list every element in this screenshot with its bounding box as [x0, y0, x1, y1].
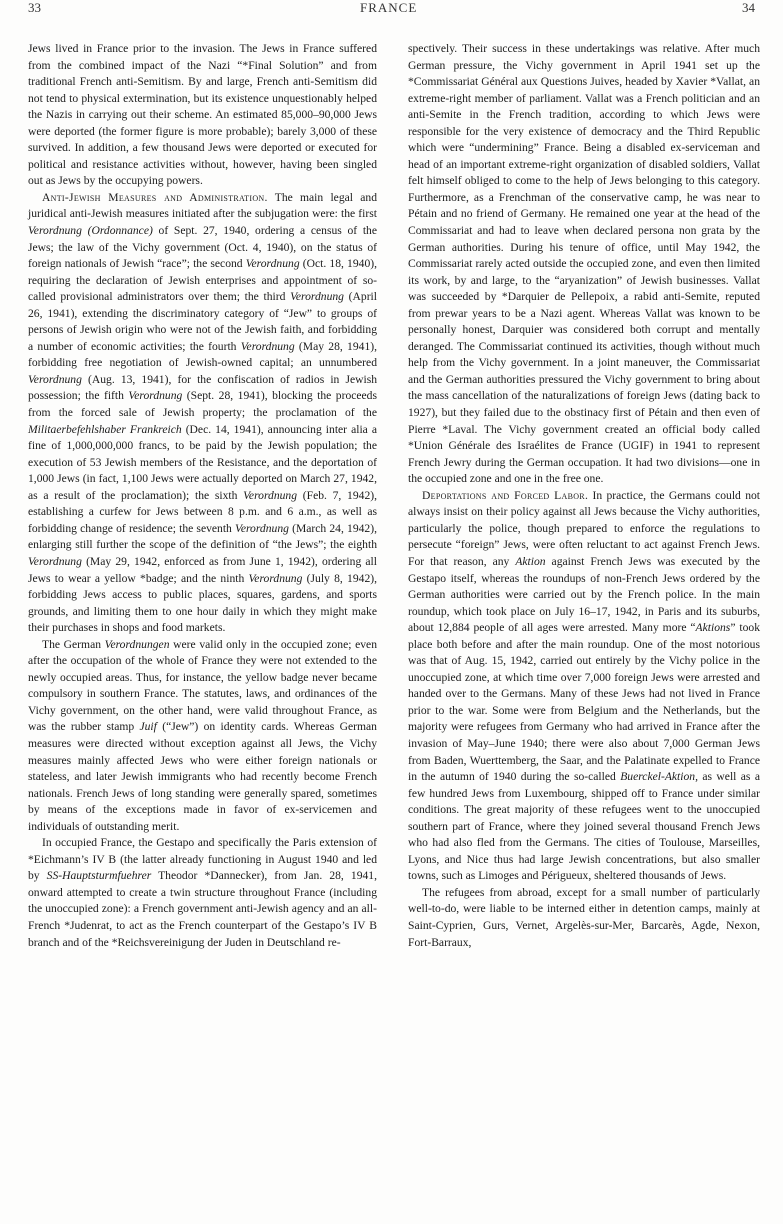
right-column [408, 41, 760, 951]
page-number-left: 33 [28, 0, 41, 15]
paragraph-occupied-france: In occupied France, the Gestapo and specifically the Paris extension of *Eichmann’s IV B (the latter already functioning in August 1940 and led by SS-Hauptsturmfuehrer Theodor *Dannecker), from Jan. 28, 1941, onward attempted to create a twin structure throughout France (including the unoccupied zone): a French government anti-Jewish agency and an all-French *Judenrat, to act as the French counterpart of the Gestapo’s IV B branch and of the *Reichsvereinigung der Juden in Deutschland re- [28, 836, 377, 949]
paragraph-deportations: Deportations and Forced Labor. In practice, the Germans could not always insist on their policy against all Jews because the Vichy authorities, particularly the police, though prepared to enforce the regulations to persecute “foreign” Jews, were often reluctant to act against French Jews. For that reason, any Aktion against French Jews was executed by the Gestapo itself, whereas the roundups of non-French Jews ordered by the German authorities were carried out by the French police. In the main roundup, which took place on July 16–17, 1942, in Paris and its suburbs, about 12,884 people of all ages were arrested. Many more “Aktions” took place both before and after the main roundup. One of the most notorious was that of Aug. 15, 1942, carried out entirely by the Vichy police in the unoccupied zone, at which time over 7,000 foreign Jews were arrested and handed over to the Germans. Many of these Jews had not lived in France prior to the war. Some were from Belgium and the Netherlands, but the majority were refugees from Germany who had arrived in France after the invasion of May–June 1940; there were also about 7,000 German Jews from Baden, Wuerttemberg, the Saar, and the Palatinate expelled to France in the autumn of 1940 during the so-called Buerckel-Aktion, as well as a few hundred Jews from Luxembourg, shipped off to France under similar conditions. The great majority of these refugees went to the unoccupied southern part of France, where they joined several thousand French Jews who had also fled from the Germans. The cities of Toulouse, Marseilles, Lyons, and Nice thus had large Jewish concentrations, but also smaller towns, such as Limoges and Périgueux, sheltered thousands of Jews. [408, 488, 761, 883]
left-column [28, 41, 377, 951]
page-number-right: 34 [742, 0, 755, 15]
paragraph-intro: Jews lived in France prior to the invasion. The Jews in France suffered from the combined impact of the Nazi “*Final Solution” and from traditional French anti-Semitism. By and large, French anti-Semitism did not tend to physical extermination, but its existence unquestionably helped the Nazis in carrying out their scheme. An estimated 85,000–90,000 Jews were deported (the former figure is more probable); barely 3,000 of these survived. In addition, a few thousand Jews were deported or executed for political and resistance activities without, however, having been singled out as Jews by the occupying powers. [28, 42, 377, 188]
running-head: FRANCE [360, 0, 418, 15]
paragraph-commissariat: spectively. Their success in these undertakings was relative. After much German pressure, the Vichy government in April 1941 set up the *Commissariat Général aux Questions Juives, headed by Xavier *Vallat, an extreme-right member of parliament. Vallat was a French politician and an anti-Semite in the French tradition, according to which Jews were responsible for the very existence of democracy and the Third Republic which were “undermining” France. Being a disabled ex-serviceman and head of an important extreme-right organization of disabled soldiers, Vallat felt himself obliged to come to the help of Jews belonging to this category. Furthermore, as a Frenchman of the conservative camp, he was near to Pétain and no friend of Germany. He remained one year at the head of the Commissariat and had to leave when declared persona non grata by the German authorities. During his tenure of office, until May 1942, the Commissariat rarely acted outside the occupied zone, and even then limited its work, by and large, to the “aryanization” of Jewish businesses. Vallat was succeeded by *Darquier de Pellepoix, a rabid anti-Semite, reputed from prewar years to be a Nazi agent. Whereas Vallat was known to be personally honest, Darquier was considered both corrupt and mentally deranged. The Commissariat continued its activities, though without much help from the Vichy government. In a joint maneuver, the Commissariat and the German authorities pressured the Vichy government to bring about the mass cancellation of the naturalizations of foreign Jews (dating back to 1927), but they failed due to the obstinacy first of Pétain and then even of Pierre *Laval. The Vichy government created an official body called *Union Générale des Israélites de France (UGIF) in 1941 to represent French Jewry during the German occupation. It had two divisions—one in the occupied zone and one in the free one. [408, 42, 760, 486]
paragraph-refugees: The refugees from abroad, except for a small number of particularly well-to-do, were liable to be interned either in detention camps, mainly at Saint-Cyprien, Gurs, Vernet, Argelès-sur-Mer, Barcarès, Agde, Nexon, Fort-Barraux, [408, 885, 760, 949]
section-heading-deportations: Deportations and Forced Labor. [422, 488, 589, 502]
paragraph-german-verordnungen: The German Verordnungen were valid only in the occupied zone; even after the occupation of the whole of France they were not extended to the newly occupied areas. Thus, for instance, the yellow badge never became compulsory in southern France. The statutes, laws, and ordinances of the Vichy government, on the other hand, were valid throughout France, as was the rubber stamp Juif (“Jew”) on identity cards. Whereas German measures were directed without exception against all Jews, the Vichy measures mainly affected Jews who were either foreign nationals or stateless, and later Jewish immigrants who had recently become French nationals. French Jews of long standing were generally spared, sometimes by means of the exceptions made in favor of ex-servicemen and individuals of outstanding merit. [28, 637, 377, 833]
page-header [0, 0, 783, 18]
section-heading-anti-jewish-measures: Anti-Jewish Measures and Administration. [42, 190, 268, 204]
paragraph-anti-jewish-measures: Anti-Jewish Measures and Administration. The main legal and juridical anti-Jewish measures initiated after the subjugation were: the first Verordnung (Ordonnance) of Sept. 27, 1940, ordering a census of the Jews; the law of the Vichy government (Oct. 4, 1940), on the status of foreign nationals of Jewish “race”; the second Verordnung (Oct. 18, 1940), requiring the declaration of Jewish enterprises and appointment of so-called provisional administrators over them; the third Verordnung (April 26, 1941), extending the discriminatory category of “Jew” to groups of persons of Jewish origin who were not of the Jewish faith, and forbidding a number of economic activities; the fourth Verordnung (May 28, 1941), forbidding free negotiation of Jewish-owned capital; an unnumbered Verordnung (Aug. 13, 1941), for the confiscation of radios in Jewish possession; the fifth Verordnung (Sept. 28, 1941), blocking the proceeds from the forced sale of Jewish property; the proclamation of the Militaerbefehlshaber Frankreich (Dec. 14, 1941), announcing inter alia a fine of 1,000,000,000 francs, to be paid by the Jewish population; the execution of 53 Jewish members of the Resistance, and the deportation of 1,000 Jews (in fact, 1,100 Jews were actually deported on March 27, 1942, as a result of the proclamation); the sixth Verordnung (Feb. 7, 1942), establishing a curfew for Jews between 8 p.m. and 6 a.m., as well as forbidding change of residence; the seventh Verordnung (March 24, 1942), enlarging still further the scope of the definition of “the Jews”; the eighth Verordnung (May 29, 1942, enforced as from June 1, 1942), ordering all Jews to wear a yellow *badge; and the ninth Verordnung (July 8, 1942), forbidding Jews access to public places, squares, gardens, and sports grounds, and limiting them to one hour daily in which they might make their purchases in shops and food markets. [28, 190, 377, 635]
